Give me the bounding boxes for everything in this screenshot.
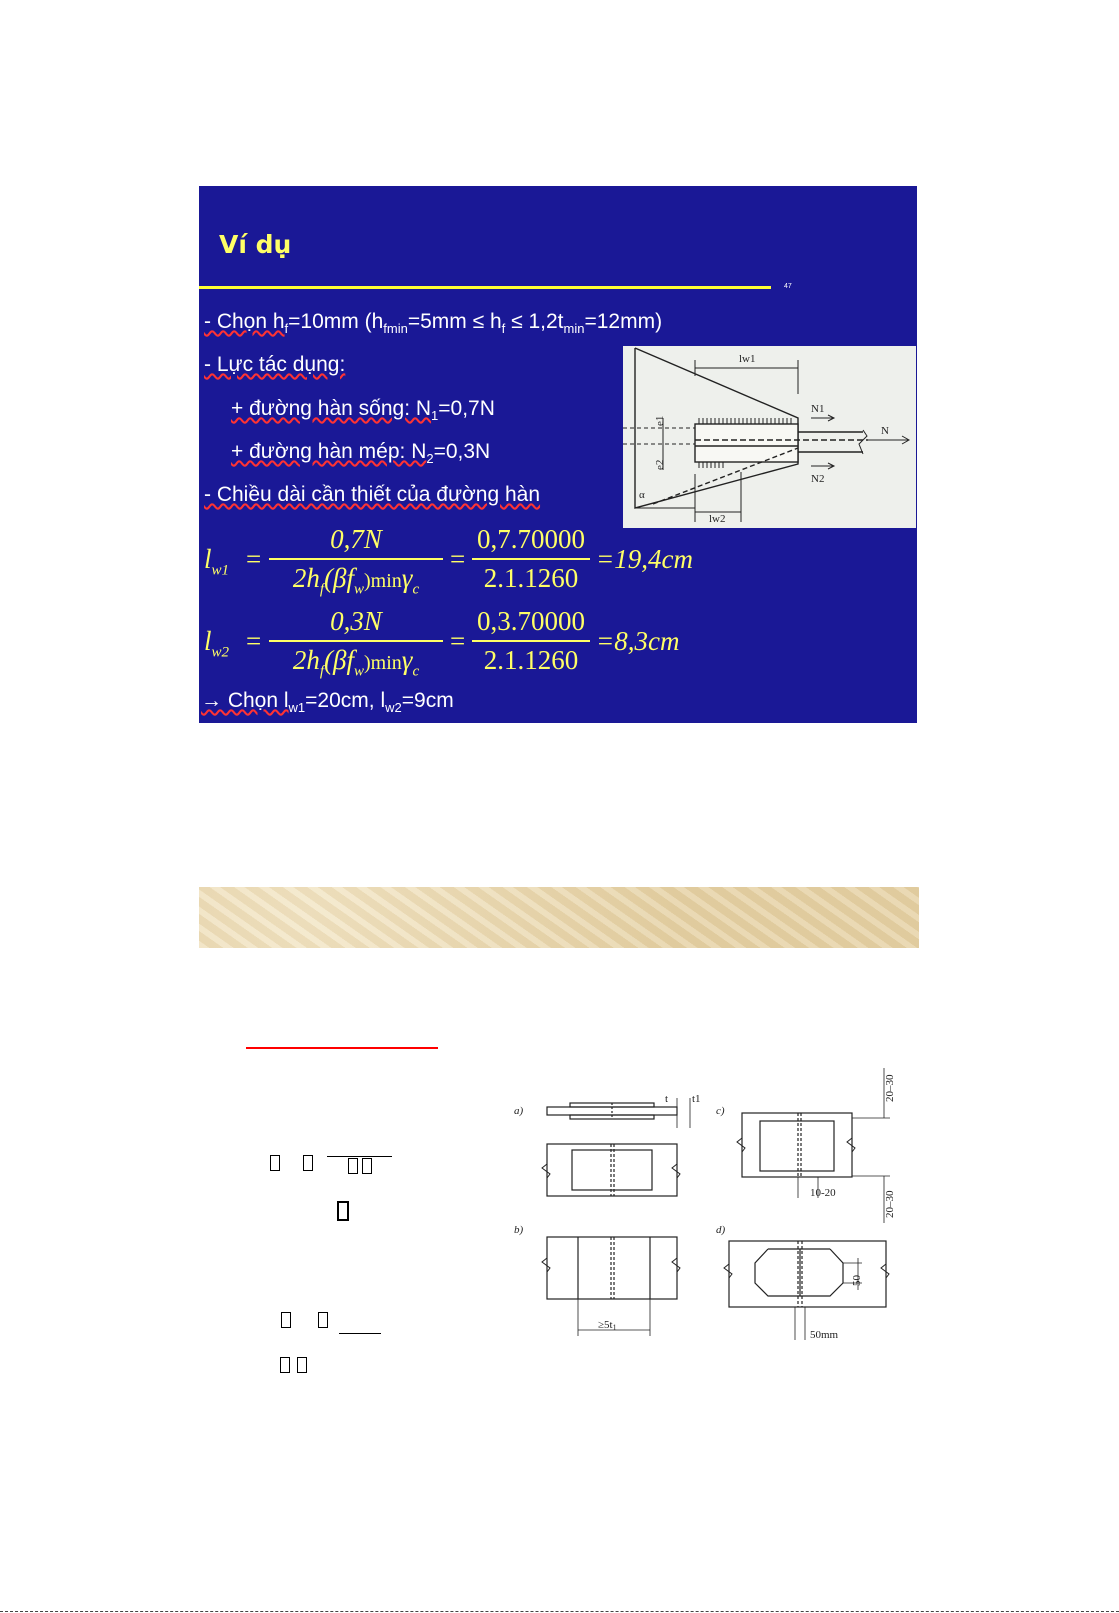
- formula-lw1-frac2: 0,7.70000 2.1.1260: [472, 524, 590, 594]
- formula-lw2-lhs: $l_{w2}$: [204, 626, 230, 661]
- formula-lw1-eq2: =: [450, 544, 466, 574]
- label-e1: e1: [654, 415, 666, 426]
- label-lw2: lw2: [709, 513, 726, 525]
- fraction-bar: [339, 1333, 381, 1334]
- figure-label-d: d): [716, 1224, 726, 1236]
- missing-glyph: [362, 1158, 372, 1174]
- missing-glyph: [270, 1155, 280, 1171]
- dim-50: 50: [851, 1275, 863, 1286]
- line-conclusion: → Chọn $l_{w1}=20cm$, $l_{w2}=9cm$: [201, 689, 454, 716]
- formula-lw1-result: =19,4cm: [596, 544, 693, 574]
- formula-lw2-frac2: 0,3.70000 2.1.1260: [472, 606, 590, 676]
- formula-lw1-frac1: 0,7N $2h_f(\beta f_w)\min\gamma_c$: [269, 524, 443, 598]
- heading-underline: [246, 1047, 438, 1049]
- title-rule: [199, 286, 771, 289]
- lap-joint-figure: [510, 1058, 910, 1348]
- figure-label-b: b): [514, 1224, 524, 1236]
- line-back-weld: + đường hàn sống: $N_1=0,7N$: [231, 397, 495, 424]
- slide-example: [199, 186, 917, 723]
- missing-glyph: [337, 1201, 349, 1221]
- label-e2: e2: [654, 459, 666, 470]
- formula-lw2: [204, 606, 724, 680]
- figure-label-c: c): [716, 1105, 725, 1117]
- line-edge-weld: + đường hàn mép: $N_2=0,3N$: [231, 440, 491, 467]
- line-length-needed: - Chiều dài cần thiết của đường hàn: [204, 483, 541, 506]
- formula-lw1-eq1: =: [246, 544, 262, 574]
- fraction-bar: [327, 1156, 392, 1157]
- line-choose-hf: - Chọn $h_f=10mm$ $(h_{fmin}=5mm \le h_f \le 1,2t_{min}=12mm)$: [204, 310, 663, 337]
- dim-t1: t1: [692, 1093, 701, 1105]
- missing-glyph: [348, 1158, 358, 1174]
- weld-diagram: [623, 346, 916, 528]
- slide-page-number: 47: [784, 283, 792, 290]
- missing-glyph: [303, 1155, 313, 1171]
- label-n1: N1: [811, 403, 825, 415]
- label-lw1: lw1: [739, 353, 756, 365]
- missing-glyph: [318, 1312, 328, 1328]
- dim-20-30-bottom: 20–30: [884, 1190, 896, 1218]
- missing-glyph: [297, 1357, 307, 1373]
- label-alpha: α: [639, 489, 645, 501]
- formula-lw1-lhs: $l_{w1}$: [204, 544, 230, 579]
- dim-50mm: 50mm: [810, 1329, 839, 1341]
- label-n: N: [881, 425, 889, 437]
- parchment-band: [199, 887, 919, 948]
- figure-label-a: a): [514, 1105, 524, 1117]
- dim-t: t: [665, 1093, 669, 1105]
- page-bottom-rule: [0, 1611, 1119, 1612]
- formula-lw2-eq2: =: [450, 626, 466, 656]
- formula-lw2-result: =8,3cm: [596, 626, 680, 656]
- formula-lw1: [204, 524, 724, 598]
- line-forces: - Lực tác dụng:: [204, 353, 346, 376]
- lap-joint-svg: [510, 1058, 910, 1348]
- missing-glyph: [280, 1357, 290, 1373]
- dim-20-30-top: 20–30: [884, 1074, 896, 1102]
- dim-10-20: 10-20: [810, 1187, 836, 1199]
- formula-lw2-eq1: =: [246, 626, 262, 656]
- slide-title: Ví dụ: [219, 230, 292, 259]
- formula-lw2-frac1: 0,3N $2h_f(\beta f_w)\min\gamma_c$: [269, 606, 443, 680]
- label-n2: N2: [811, 473, 825, 485]
- weld-diagram-svg: [623, 346, 916, 528]
- dim-5t1: ≥5t1: [598, 1319, 617, 1332]
- missing-glyph: [281, 1312, 291, 1328]
